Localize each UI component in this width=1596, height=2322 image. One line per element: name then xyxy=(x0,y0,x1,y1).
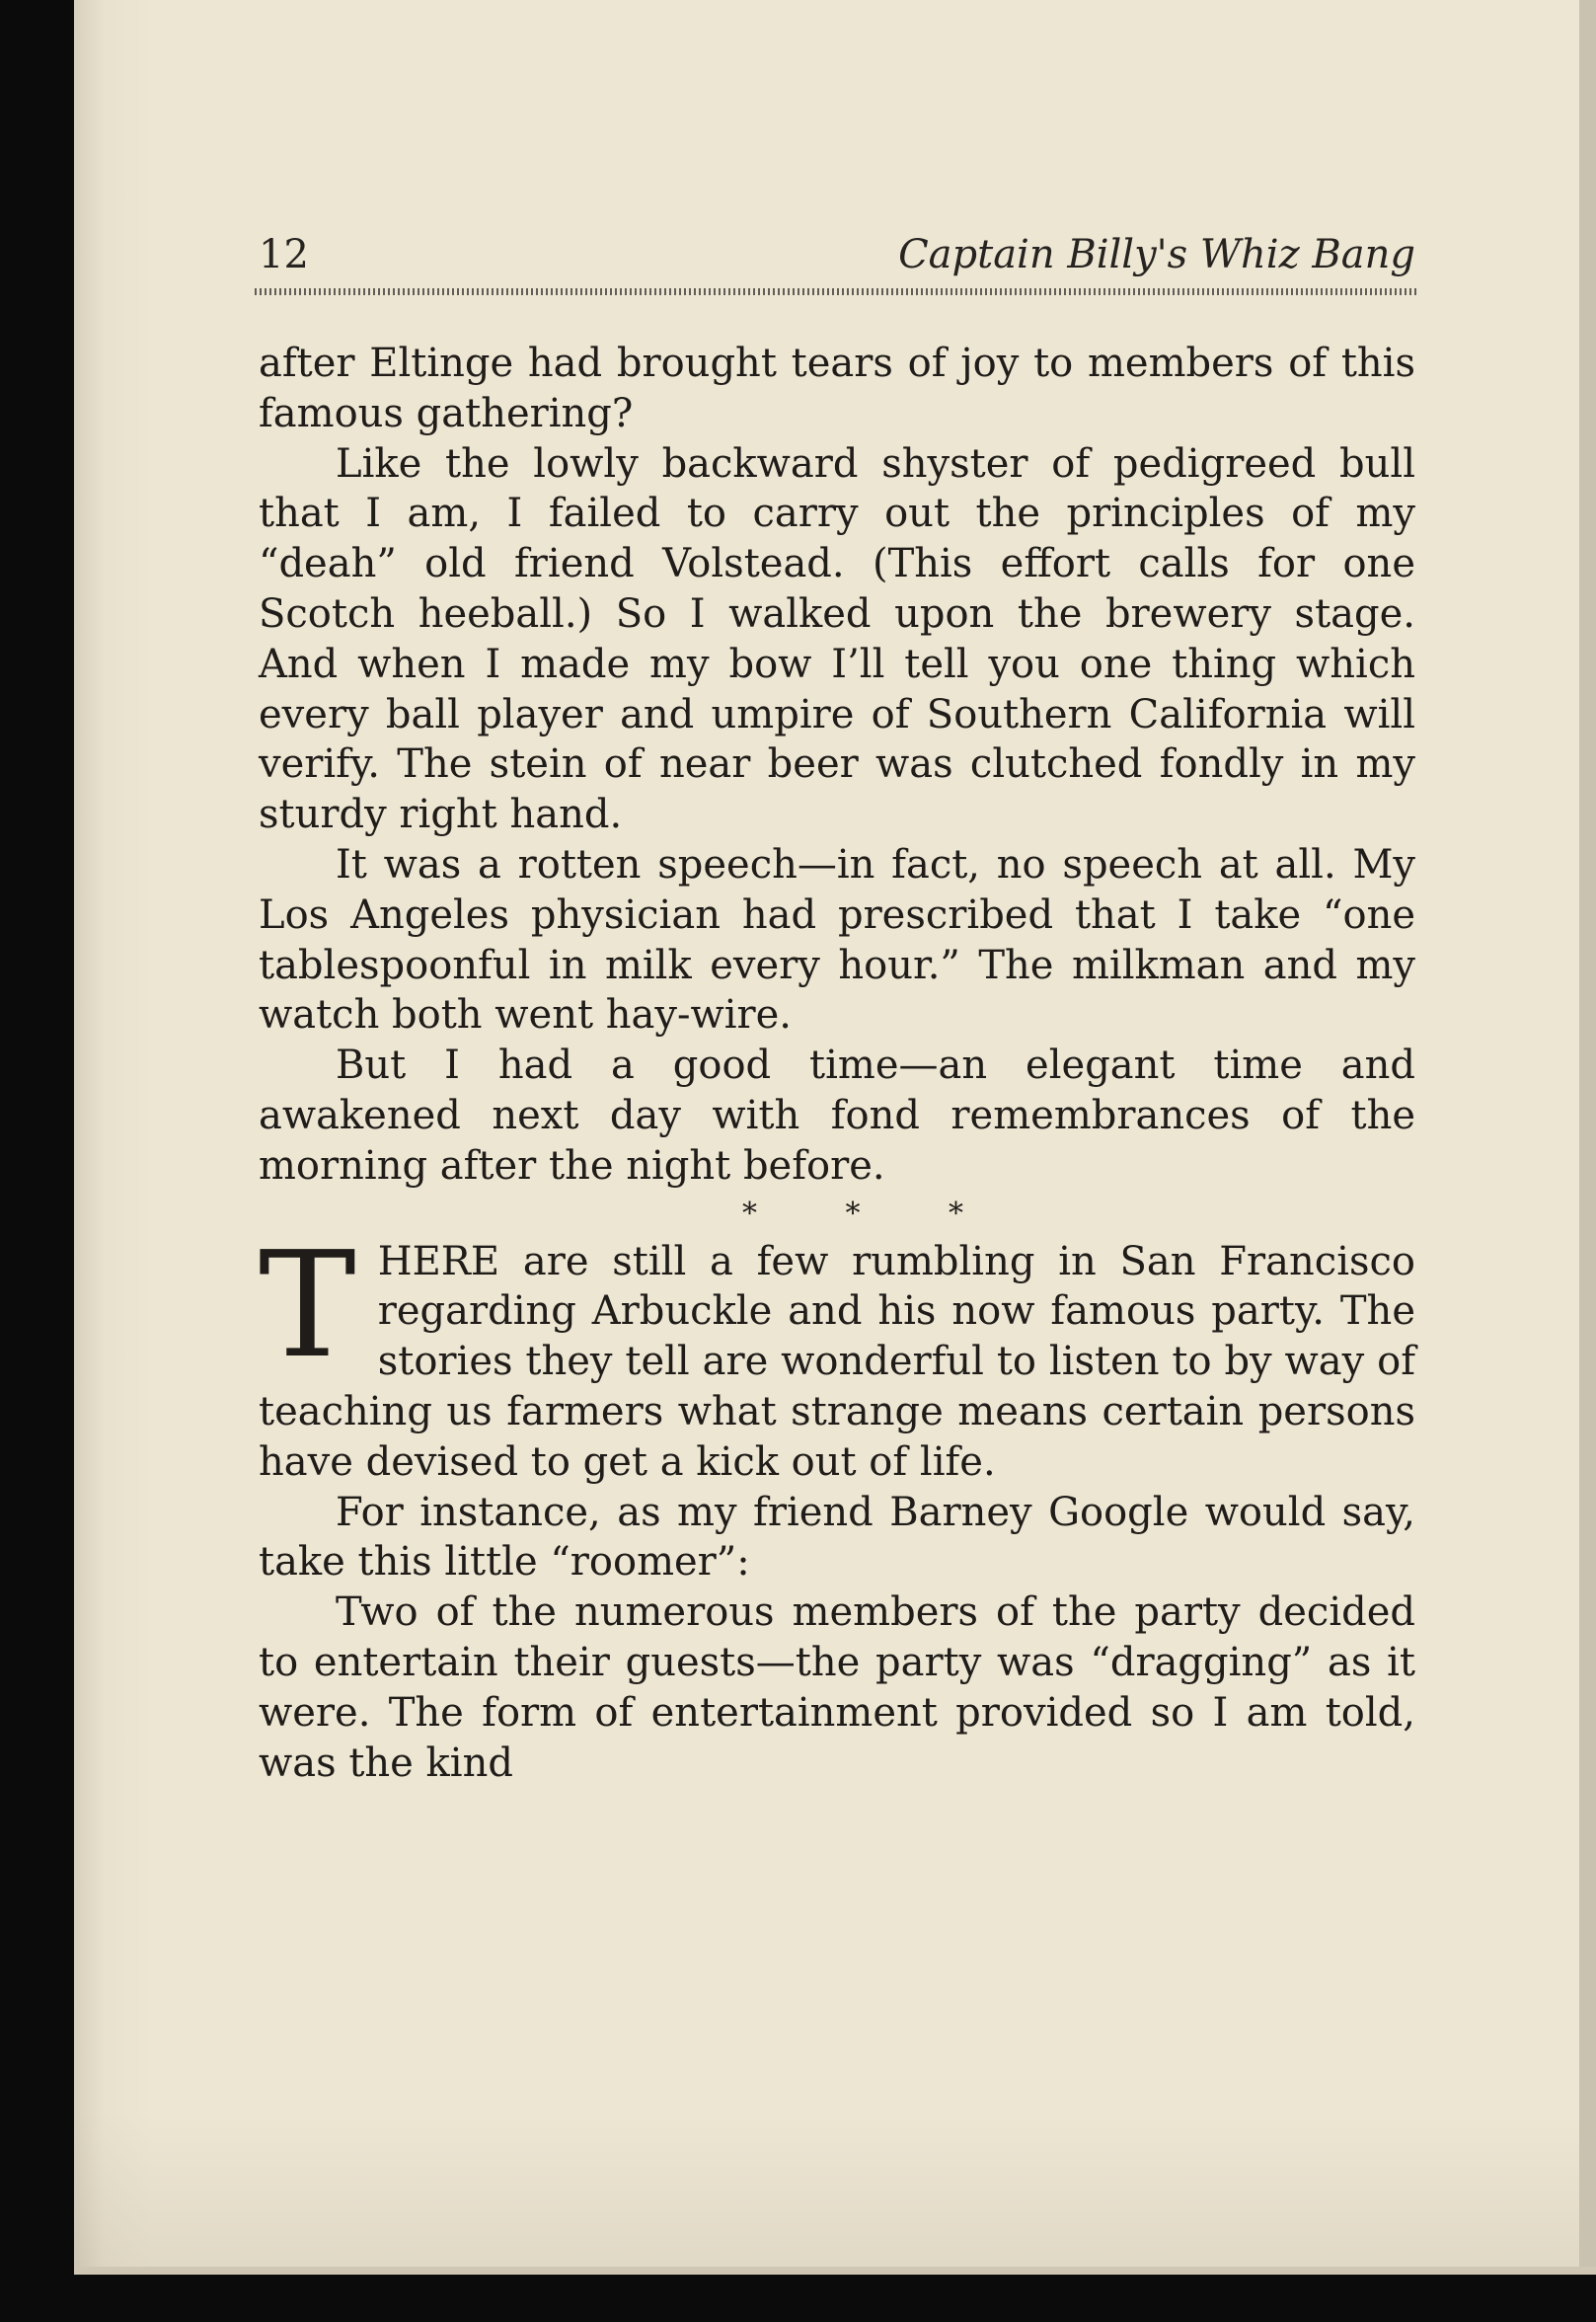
page-number: 12 xyxy=(259,232,309,277)
drop-cap: T xyxy=(259,1219,356,1390)
paragraph-5-text: HERE are still a few rumbling in San Francisco regarding Arbuckle and his now famous party. The stories they tell are wonderful to listen to by way of teaching us farmers what strange means certain persons have devised to get a kick out of life. xyxy=(259,1238,1415,1485)
page-edge xyxy=(1579,0,1596,2271)
header-rule xyxy=(255,288,1419,295)
paragraph-1: after Eltinge had brought tears of joy to members of this famous gathering? xyxy=(259,341,1415,436)
paragraph-3: It was a rotten speech—in fact, no speech at all. My Los Angeles physician had prescribed that I take “one tablespoonful in milk every hour.” The milkman and my watch both went hay-wire. xyxy=(259,841,1415,1039)
paragraph-7: Two of the numerous members of the party decided to entertain their guests—the party was “dragging” as it were. The form of entertainment provided so I am told, was the kind xyxy=(259,1589,1415,1786)
paragraph-6: For instance, as my friend Barney Google would say, take this little “roomer”: xyxy=(259,1489,1415,1586)
paragraph-2: Like the lowly backward shyster of pedigreed bull that I am, I failed to carry out the principles of my “deah” old friend Volstead. (This effort calls for one Scotch heeball.) So I walked upon the brewery stage. And when I made my bow I’ll tell you one thing which every ball player and umpire of Southern California will verify. The stein of near beer was clutched fondly in my sturdy right hand. xyxy=(259,440,1415,838)
page-header xyxy=(259,229,1415,286)
scan-border xyxy=(0,2271,1596,2322)
body-text xyxy=(259,339,1415,1788)
section-separator: * * * xyxy=(741,1196,1004,1231)
paragraph-4: But I had a good time—an elegant time and awakened next day with fond remembrances of the morning after the night before. xyxy=(259,1043,1415,1189)
paragraph-5 xyxy=(259,1219,1415,1488)
page-bottom-edge xyxy=(74,2267,1596,2275)
running-head: Captain Billy's Whiz Bang xyxy=(898,232,1415,277)
